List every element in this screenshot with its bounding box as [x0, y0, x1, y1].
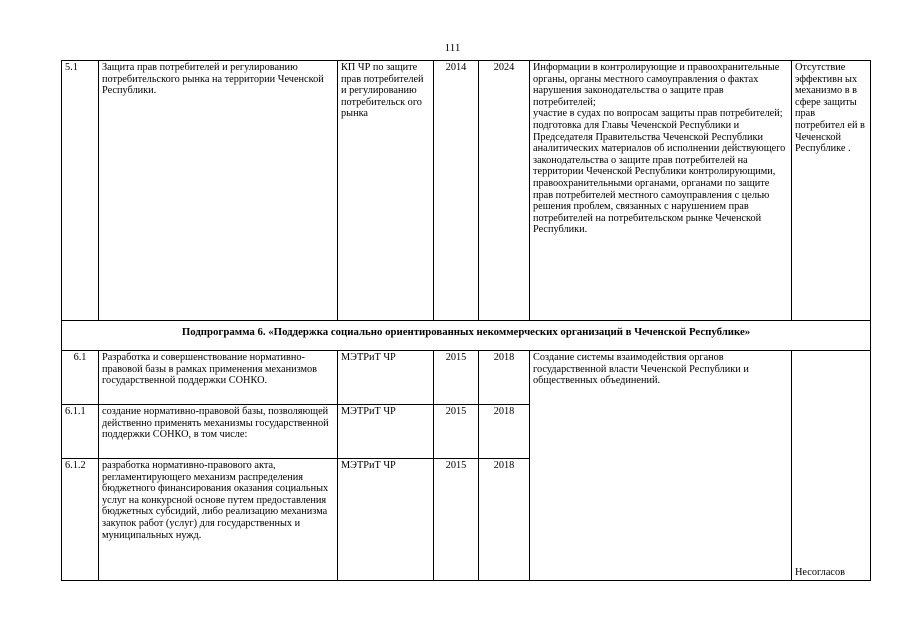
start-year: 2015: [434, 405, 479, 459]
start-year: 2015: [434, 459, 479, 581]
expected-result: Информации в контролирующие и правоохранительные органы, органы местного самоуправления о фактах нарушения законодательства о защите прав потребителей; участие в судах по вопросам защиты прав потребителей; подготовка для Главы Чеченской Республики и Председателя Правительства Чеченской Республики аналитических материалов об исполнении действующего законодательства о защите прав потребителей на территории Чеченской Республики контролирующими, правоохранительными органами, органами по защите прав потребителей местного самоуправления с целью решения проблем, связанных с нарушением прав потребителей на потребительском рынке Чеченской Республики.: [530, 61, 792, 321]
executor: МЭТРиТ ЧР: [338, 405, 434, 459]
non-implementation-consequence: Несогласов: [792, 351, 871, 581]
subprogram-header-row: [62, 321, 871, 351]
start-year: 2014: [434, 61, 479, 321]
row-number: 5.1: [62, 61, 99, 321]
measure-name: разработка нормативно-правового акта, регламентирующего механизм распределения бюджетного финансирования оказания социальных услуг на конкурсной основе путем предоставления бюджетных субсидий, либо реализацию механизма закупок работ (услуг) для государственных и муниципальных нужд.: [99, 459, 338, 581]
row-number: 6.1: [62, 351, 99, 405]
end-year: 2024: [479, 61, 530, 321]
subprogram-title: Подпрограмма 6. «Поддержка социально ориентированных некоммерческих организаций в Чеченской Республике»: [62, 321, 871, 351]
row-number: 6.1.1: [62, 405, 99, 459]
table-row-6-1: [62, 351, 871, 405]
start-year: 2015: [434, 351, 479, 405]
end-year: 2018: [479, 405, 530, 459]
executor: КП ЧР по защите прав потребителей и регулированию потребительск ого рынка: [338, 61, 434, 321]
row-number: 6.1.2: [62, 459, 99, 581]
measure-name: Защита прав потребителей и регулированию потребительского рынка на территории Чеченской Республики.: [99, 61, 338, 321]
measure-name: Разработка и совершенствование нормативно-правовой базы в рамках применения механизмов государственной поддержки СОНКО.: [99, 351, 338, 405]
end-year: 2018: [479, 351, 530, 405]
non-implementation-consequence: Отсутствие эффективн ых механизмо в в сфере защиты прав потребител ей в Чеченской Республике .: [792, 61, 871, 321]
page-number: 111: [444, 42, 461, 54]
end-year: 2018: [479, 459, 530, 581]
executor: МЭТРиТ ЧР: [338, 459, 434, 581]
expected-result: Создание системы взаимодействия органов государственной власти Чеченской Республики и общественных объединений.: [530, 351, 792, 581]
executor: МЭТРиТ ЧР: [338, 351, 434, 405]
measure-name: создание нормативно-правовой базы, позволяющей действенно применять механизмы государственной поддержки СОНКО, в том числе:: [99, 405, 338, 459]
program-table: [61, 60, 871, 581]
table-row-5-1: [62, 61, 871, 321]
